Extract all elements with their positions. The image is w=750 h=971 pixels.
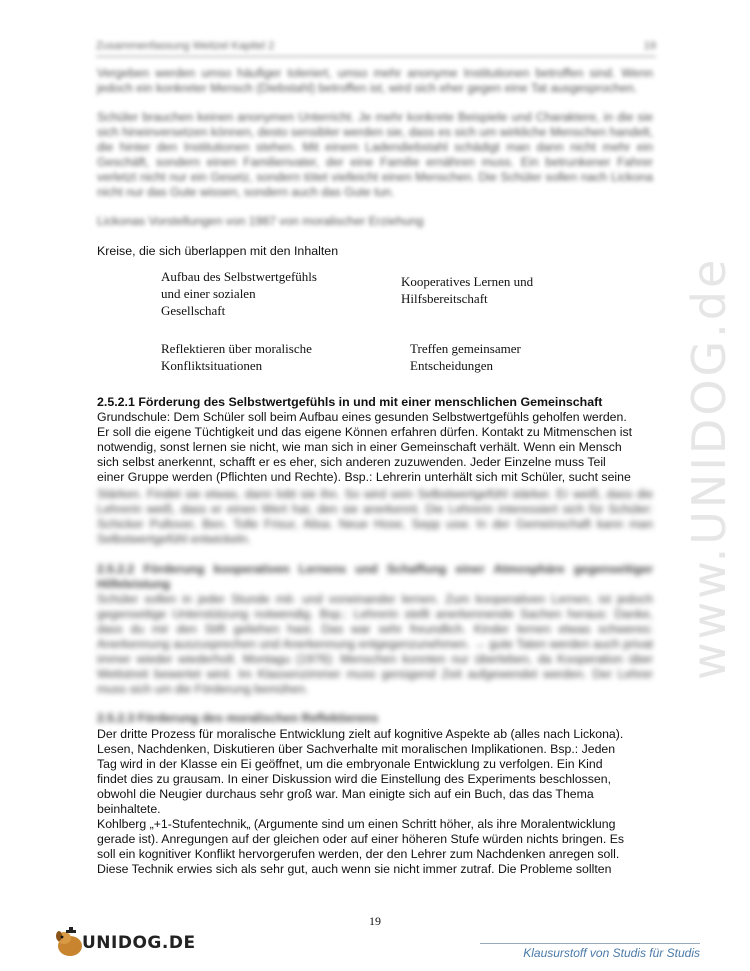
section-3-line: soll ein kognitiver Konflikt hervorgerufen werden, der den Lehrer zum Nachdenken anregen soll. xyxy=(97,847,620,861)
watermark xyxy=(662,250,736,680)
circle-top-right-line-2: Hilfsbereitschaft xyxy=(401,291,488,306)
section-1-line: Er soll die eigene Tüchtigkeit und das eigene Können erfahren dürfen. Kontakt zu Mitmenschen ist xyxy=(97,425,633,439)
section-1-line: einer Gruppe werden (Pflichten und Rechte). Bsp.: Lehrerin unterhält sich mit Schüler, sucht seine xyxy=(97,470,631,484)
circle-top-left-line-2: und einer sozialen xyxy=(161,286,256,301)
section-3-line: Lesen, Nachdenken, Diskutieren über Sachverhalte mit moralischen Implikationen. Bsp.: Jeden xyxy=(97,742,616,756)
circle-top-left-line-3: Gesellschaft xyxy=(161,303,226,318)
section-3-line: Kohlberg „+1-Stufentechnik„ (Argumente sind um einen Schritt höher, als ihre Moralentwicklung xyxy=(97,817,616,831)
section-3-line: Tag wird in der Klasse ein Ei geöffnet, um die embryonale Entwicklung zu verfolgen. Ein Kind xyxy=(97,757,603,771)
circle-top-right xyxy=(401,273,533,307)
section-1-blurred-rest: Stärken. Findet sie etwas, dann lobt sie ihn. So wird sein Selbstwertgefühl stärker. Er weiß, dass die Lehrerin weiß, dass er einen Wert hat, den sie anerkennt. Die Lehrerin interessiert sich für Schüler: Schicker Pullover, Ben. Tolle Frisur, Alisa. Neue Hose, Sepp usw. In der Gemeinschaft kann man Selbstwertgefühl entwickeln. xyxy=(97,487,653,546)
blurred-paragraph-2: Schüler brauchen keinen anonymen Unterricht. Je mehr konkrete Beispiele und Charaktere, in die sie sich hineinversetzen können, desto sensibler werden sie, dass es sich um wirkliche Menschen handelt, die hinter den Institutionen stehen. Mit einem Ladendiebstahl schädigt man dann nicht mehr ein Geschäft, sondern einen Familienvater, der eine Familie ernähren muss. Ein betrunkener Fahrer verletzt nicht nur ein Gesetz, sondern tötet vielleicht einen Menschen. Die Schüler sollen nach Lickona nicht nur das Gute wissen, sondern auch das Gute tun. xyxy=(97,110,653,199)
section-1-line: notwendig, sonst lernen sie nicht, wie man sich in einer Gemeinschaft verhält. Wenn ein Mensch xyxy=(97,440,622,454)
page-number: 19 xyxy=(369,914,381,928)
section-3-line: gerade ist). Anregungen auf der gleichen oder auf einer höheren Stufe würden nichts bringen. Es xyxy=(97,832,625,846)
section-3-line: Der dritte Prozess für moralische Entwicklung zielt auf kognitive Aspekte ab (alles nach Lickona). xyxy=(97,727,624,741)
circle-top-left xyxy=(161,268,317,319)
unidog-logo xyxy=(52,924,196,960)
circle-bottom-right-line-2: Entscheidungen xyxy=(410,358,494,373)
circle-bottom-left xyxy=(161,340,312,374)
blurred-subheading: Lickonas Vorstellungen von 1987 von moralischer Erziehung xyxy=(97,214,424,228)
section-1-line: Grundschule: Dem Schüler soll beim Aufbau eines gesunden Selbstwertgefühls geholfen werden. xyxy=(97,410,627,424)
section-3-line: beinhaltete. xyxy=(97,802,161,816)
circle-bottom-right-line-1: Treffen gemeinsamer xyxy=(410,341,521,356)
kreise-intro: Kreise, die sich überlappen mit den Inhalten xyxy=(97,244,339,258)
circle-top-right-line-1: Kooperatives Lernen und xyxy=(401,274,534,289)
section-1-heading: 2.5.2.1 Förderung des Selbstwertgefühls in und mit einer menschlichen Gemeinschaft xyxy=(97,395,603,409)
logo-text: UNIDOG.DE xyxy=(82,933,196,953)
blurred-paragraph-1: Vergeben werden umso häufiger toleriert, umso mehr anonyme Institutionen betroffen sind. Wenn jedoch ein konkreter Mensch (Diebstahl) betroffen ist, wird sich eher gegen eine Tat ausgesprochen. xyxy=(97,66,653,95)
circle-bottom-left-line-1: Reflektieren über moralische xyxy=(161,341,312,356)
section-3-line: findet dies zu grausam. In einer Diskussion wird die Einstellung des Experiments beschlossen, xyxy=(97,772,611,786)
watermark-text: www.UNIDOG.de xyxy=(682,256,736,680)
page-header xyxy=(96,40,656,57)
header-title: Zusammenfassung Weitzel Kapitel 2 xyxy=(96,40,275,52)
footer-tagline: Klausurstoff von Studis für Studis xyxy=(480,943,700,960)
circle-top-left-line-1: Aufbau des Selbstwertgefühls xyxy=(161,269,317,284)
circle-bottom-left-line-2: Konfliktsituationen xyxy=(161,358,263,373)
dog-mascot-icon xyxy=(52,926,86,960)
section-3-line: Diese Technik erwies sich als sehr gut, auch wenn sie nicht immer zutraf. Die Probleme sollten xyxy=(97,862,612,876)
section-2-body: Schüler sollen in jeder Stunde mit- und voneinander lernen. Zum kooperativen Lernen, ist jedoch gegenseitige Unterstützung notwendig. Bsp.: Lehrerin stellt anerkennende Sachen heraus: Danke, dass du mir den Stift geliehen hast. Das war sehr freundlich. Kinder lernen etwas schweres: Anerkennung auszusprechen und Anerkennung entgegenzunehmen. → gute Taten werden auch privat immer wieder wiederholt. Montagu (1976): Menschen konnten nur überleben, da Kooperation über Wettstreit bewertet wird. Im Klassenzimmer muss genügend Zeit aufgewendet werden. Der Lehrer muss sich um die Förderung bemühen. xyxy=(97,592,653,696)
section-3-body xyxy=(97,727,653,877)
circle-bottom-right xyxy=(410,340,521,374)
section-1-line: sich selbst anerkennt, schafft er es eher, sich anderen zuzuwenden. Jeder Einzelne muss Teil xyxy=(97,455,606,469)
section-1-body xyxy=(97,410,653,485)
section-3-heading: 2.5.2.3 Förderung des moralischen Reflektierens xyxy=(97,711,379,725)
header-page-ref: 19 xyxy=(643,40,656,52)
section-3-line: obwohl die Neugier durchaus sehr groß war. Man einigte sich auf ein Buch, das das Thema xyxy=(97,787,594,801)
section-2-heading: 2.5.2.2 Förderung kooperativen Lernens und Schaffung einer Atmosphäre gegenseitiger Hilfeleistung xyxy=(97,562,653,591)
